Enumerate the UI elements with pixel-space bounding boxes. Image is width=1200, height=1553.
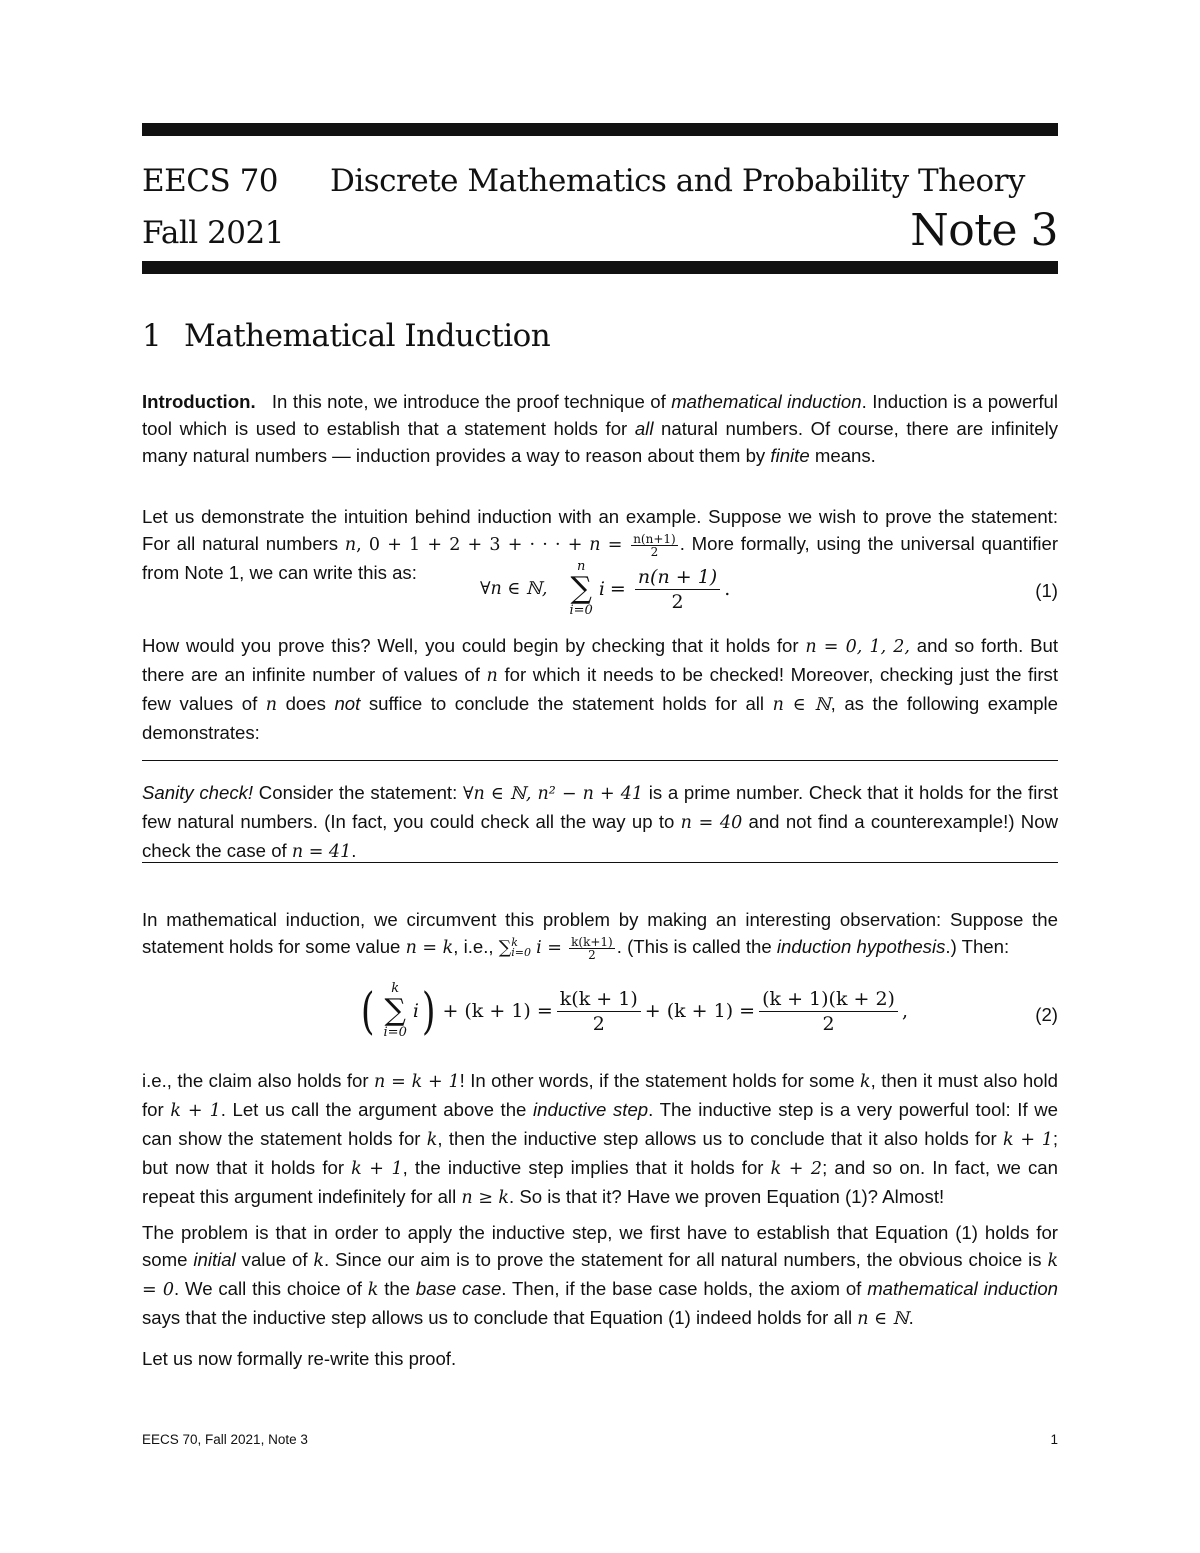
question-text-1: How would you prove this? Well, you could begin by checking that it holds for <box>142 635 799 656</box>
inline-fraction <box>569 936 615 961</box>
example-text-1: Let us demonstrate the intuition behind induction with an example. Suppose we wish to prove the statement: For all natural numbers <box>142 506 1058 554</box>
base-text-5: the <box>384 1278 411 1299</box>
hypothesis-text-1: In mathematical induction, we circumvent this problem by making an interesting observation: Suppose the statement holds for some value <box>142 909 1058 957</box>
base-text-4: . We call this choice of <box>174 1278 362 1299</box>
equation-1-fraction <box>635 565 720 614</box>
section-title: Mathematical Induction <box>184 318 551 354</box>
math-expression: k + 1 <box>1003 1130 1053 1150</box>
forall-expression: ∀n ∈ ℕ, <box>480 579 548 599</box>
math-k: k <box>367 1280 379 1300</box>
intro-text-1: In this note, we introduce the proof technique of <box>271 391 666 412</box>
sanity-lead: Sanity check! <box>142 782 254 803</box>
summation-variable: i <box>598 578 605 600</box>
equation-2-label: (2) <box>1035 1004 1058 1025</box>
question-text-2: and so forth. But there are an infinite number of values of <box>142 635 1058 685</box>
intro-emphasis-1: mathematical induction <box>671 391 862 412</box>
term: Fall 2021 <box>142 215 284 251</box>
summation-lower: i=0 <box>383 1025 407 1040</box>
base-text-1: The problem is that in order to apply the inductive step, we first have to establish that Equation (1) holds for some <box>142 1222 1058 1270</box>
base-text-2: value of <box>241 1249 308 1270</box>
emphasis-inductive-step: inductive step <box>533 1099 649 1120</box>
footer-left: EECS 70, Fall 2021, Note 3 <box>142 1432 308 1447</box>
math-expression: n = k + 1 <box>374 1072 460 1092</box>
equation-1-label: (1) <box>1035 580 1058 601</box>
equation-2 <box>142 982 1058 1052</box>
intro-emphasis-2: all <box>634 418 654 439</box>
inline-fraction <box>631 533 678 558</box>
math-expression: k = 0 <box>142 1251 1059 1300</box>
header-bottom-rule <box>142 261 1058 274</box>
note-number: Note 3 <box>910 205 1058 256</box>
math-n: n <box>486 666 498 686</box>
equation-2-fraction-2 <box>759 987 898 1036</box>
base-text-3: . Since our aim is to prove the statement for all natural numbers, the obvious choice is <box>324 1249 1042 1270</box>
equation-2-fraction-1 <box>557 987 641 1036</box>
step-text-2: ! In other words, if the statement holds for some <box>459 1070 855 1091</box>
inline-sum-upper: k <box>511 936 518 950</box>
summation-upper: n <box>576 559 586 574</box>
sanity-check-box <box>142 779 1058 866</box>
equation-2-body <box>358 982 908 1040</box>
step-text-7: ; but now that it holds for <box>142 1128 1058 1178</box>
sanity-text-2: is a prime number. Check that it holds for the first few natural numbers. (In fact, you could check all the way up to <box>142 782 1058 832</box>
fraction-numerator: n(n+1) <box>633 531 676 546</box>
sanity-bottom-rule <box>142 862 1058 863</box>
summation-upper: k <box>391 981 400 996</box>
math-n41: n = 41 <box>291 842 352 862</box>
intro-lead: Introduction. <box>142 391 256 412</box>
step-text-1: i.e., the claim also holds for <box>142 1070 369 1091</box>
example-text-2: . More formally, using the universal quantifier from Note 1, we can write this as: <box>142 533 1059 583</box>
math-nk: n = k <box>405 938 454 958</box>
equals-sign: = <box>609 578 626 600</box>
math-n: n <box>589 535 601 555</box>
fraction-numerator: k(k+1) <box>571 934 613 949</box>
fraction-numerator: n(n + 1) <box>635 565 720 590</box>
math-n40: n = 40 <box>680 813 743 833</box>
math-set: n ∈ ℕ <box>772 695 831 715</box>
fraction-denominator: 2 <box>671 590 684 613</box>
step-text-5: . The inductive step is a very powerful tool: If we can show the statement holds for <box>142 1099 1059 1149</box>
sanity-text-1: Consider the statement: <box>258 782 458 803</box>
equation-2-term-1: + (k + 1) = <box>442 1000 553 1022</box>
fraction-denominator: 2 <box>822 1012 835 1035</box>
question-text-6: , as the following example demonstrates: <box>142 693 1059 743</box>
fraction-numerator: k(k + 1) <box>557 987 641 1012</box>
closing-text: Let us now formally re-write this proof. <box>142 1348 457 1369</box>
inline-sum-lower: i=0 <box>511 946 531 960</box>
math-k: k <box>426 1130 438 1150</box>
step-text-8: , the inductive step implies that it holds for <box>402 1157 764 1178</box>
fraction-denominator: 2 <box>650 544 659 559</box>
math-n: n <box>344 535 357 555</box>
equation-punctuation: , <box>901 1000 909 1022</box>
step-text-3: , then it must also hold for <box>142 1070 1058 1120</box>
right-paren: ) <box>421 982 436 1040</box>
base-case-paragraph <box>142 1219 1058 1333</box>
question-paragraph <box>142 632 1058 746</box>
course-code: EECS 70 <box>142 163 279 199</box>
step-text-4: . Let us call the argument above the <box>220 1099 527 1120</box>
course-title: Discrete Mathematics and Probability Theory <box>330 163 1025 199</box>
summation <box>569 560 592 618</box>
equation-punctuation: . <box>724 578 731 600</box>
emphasis-not: not <box>334 693 361 714</box>
sanity-text-3: and not find a counterexample!) Now check the case of <box>142 811 1058 861</box>
hypothesis-paragraph <box>142 906 1058 962</box>
base-text-7: says that the inductive step allows us to conclude that Equation (1) indeed holds for all <box>142 1307 853 1328</box>
intro-text-3: natural numbers. Of course, there are infinitely many natural numbers — induction provides a way to reason about them by <box>142 418 1058 466</box>
math-k: k <box>313 1251 325 1271</box>
math-equals: = <box>600 535 623 555</box>
equation-1 <box>142 560 1058 620</box>
emphasis-mathematical-induction: mathematical induction <box>867 1278 1059 1299</box>
math-k: k <box>860 1072 871 1092</box>
summation-variable: i <box>412 1000 419 1022</box>
emphasis-induction-hypothesis: induction hypothesis <box>776 936 946 957</box>
closing-paragraph <box>142 1345 1058 1372</box>
inline-sum-symbol: ∑ <box>498 938 512 958</box>
inductive-step-paragraph <box>142 1067 1058 1212</box>
intro-paragraph <box>142 388 1058 469</box>
hypothesis-text-3: . (This is called the <box>616 936 772 957</box>
math-statement: ∀n ∈ ℕ, n² − n + 41 <box>462 784 644 804</box>
equation-1-body <box>480 560 730 618</box>
emphasis-base-case: base case <box>415 1278 502 1299</box>
question-text-5: suffice to conclude the statement holds for all <box>368 693 765 714</box>
math-expression: n ≥ k <box>461 1188 510 1208</box>
question-text-4: does <box>285 693 326 714</box>
left-paren: ( <box>360 982 375 1040</box>
math-expression: k + 1 <box>351 1159 403 1179</box>
math-n: n <box>265 695 278 715</box>
step-text-10: . So is that it? Have we proven Equation (1)? Almost! <box>509 1186 945 1207</box>
summation-symbol: ∑ <box>384 993 406 1028</box>
math-set: n ∈ ℕ <box>857 1309 909 1329</box>
intro-text-4: means. <box>814 445 876 466</box>
section-number: 1 <box>142 318 162 354</box>
math-sum-text: , 0 + 1 + 2 + 3 + · · · + <box>356 535 583 555</box>
intro-emphasis-3: finite <box>770 445 810 466</box>
question-text-3: for which it needs to be checked! Moreover, checking just the first few values of <box>142 664 1059 714</box>
math-i-equals: i = <box>536 938 562 958</box>
fraction-denominator: 2 <box>588 947 596 962</box>
summation <box>384 982 407 1040</box>
step-text-6: , then the inductive step allows us to conclude that it also holds for <box>437 1128 997 1149</box>
emphasis-initial: initial <box>193 1249 236 1270</box>
equation-2-term-2: + (k + 1) = <box>644 1000 756 1022</box>
fraction-numerator: (k + 1)(k + 2) <box>759 987 898 1012</box>
base-text-6: . Then, if the base case holds, the axiom of <box>501 1278 862 1299</box>
math-expression: k + 1 <box>170 1101 221 1121</box>
intro-text-2: . Induction is a powerful tool which is used to establish that a statement holds for <box>142 391 1059 439</box>
hypothesis-text-2: , i.e., <box>453 936 494 957</box>
step-text-9: ; and so on. In fact, we can repeat this argument indefinitely for all <box>142 1157 1058 1207</box>
summation-lower: i=0 <box>569 603 593 618</box>
summation-symbol: ∑ <box>570 571 592 606</box>
math-values: n = 0, 1, 2, <box>805 637 910 657</box>
hypothesis-text-4: .) Then: <box>945 936 1010 957</box>
fraction-denominator: 2 <box>592 1012 605 1035</box>
section-heading <box>142 318 550 354</box>
base-text-8: . <box>908 1307 914 1328</box>
header-top-rule <box>142 123 1058 136</box>
inline-sum-limits <box>511 938 531 958</box>
sanity-top-rule <box>142 760 1058 761</box>
sanity-text-4: . <box>351 840 357 861</box>
footer-page-number: 1 <box>1050 1432 1058 1447</box>
math-expression: k + 2 <box>770 1159 823 1179</box>
